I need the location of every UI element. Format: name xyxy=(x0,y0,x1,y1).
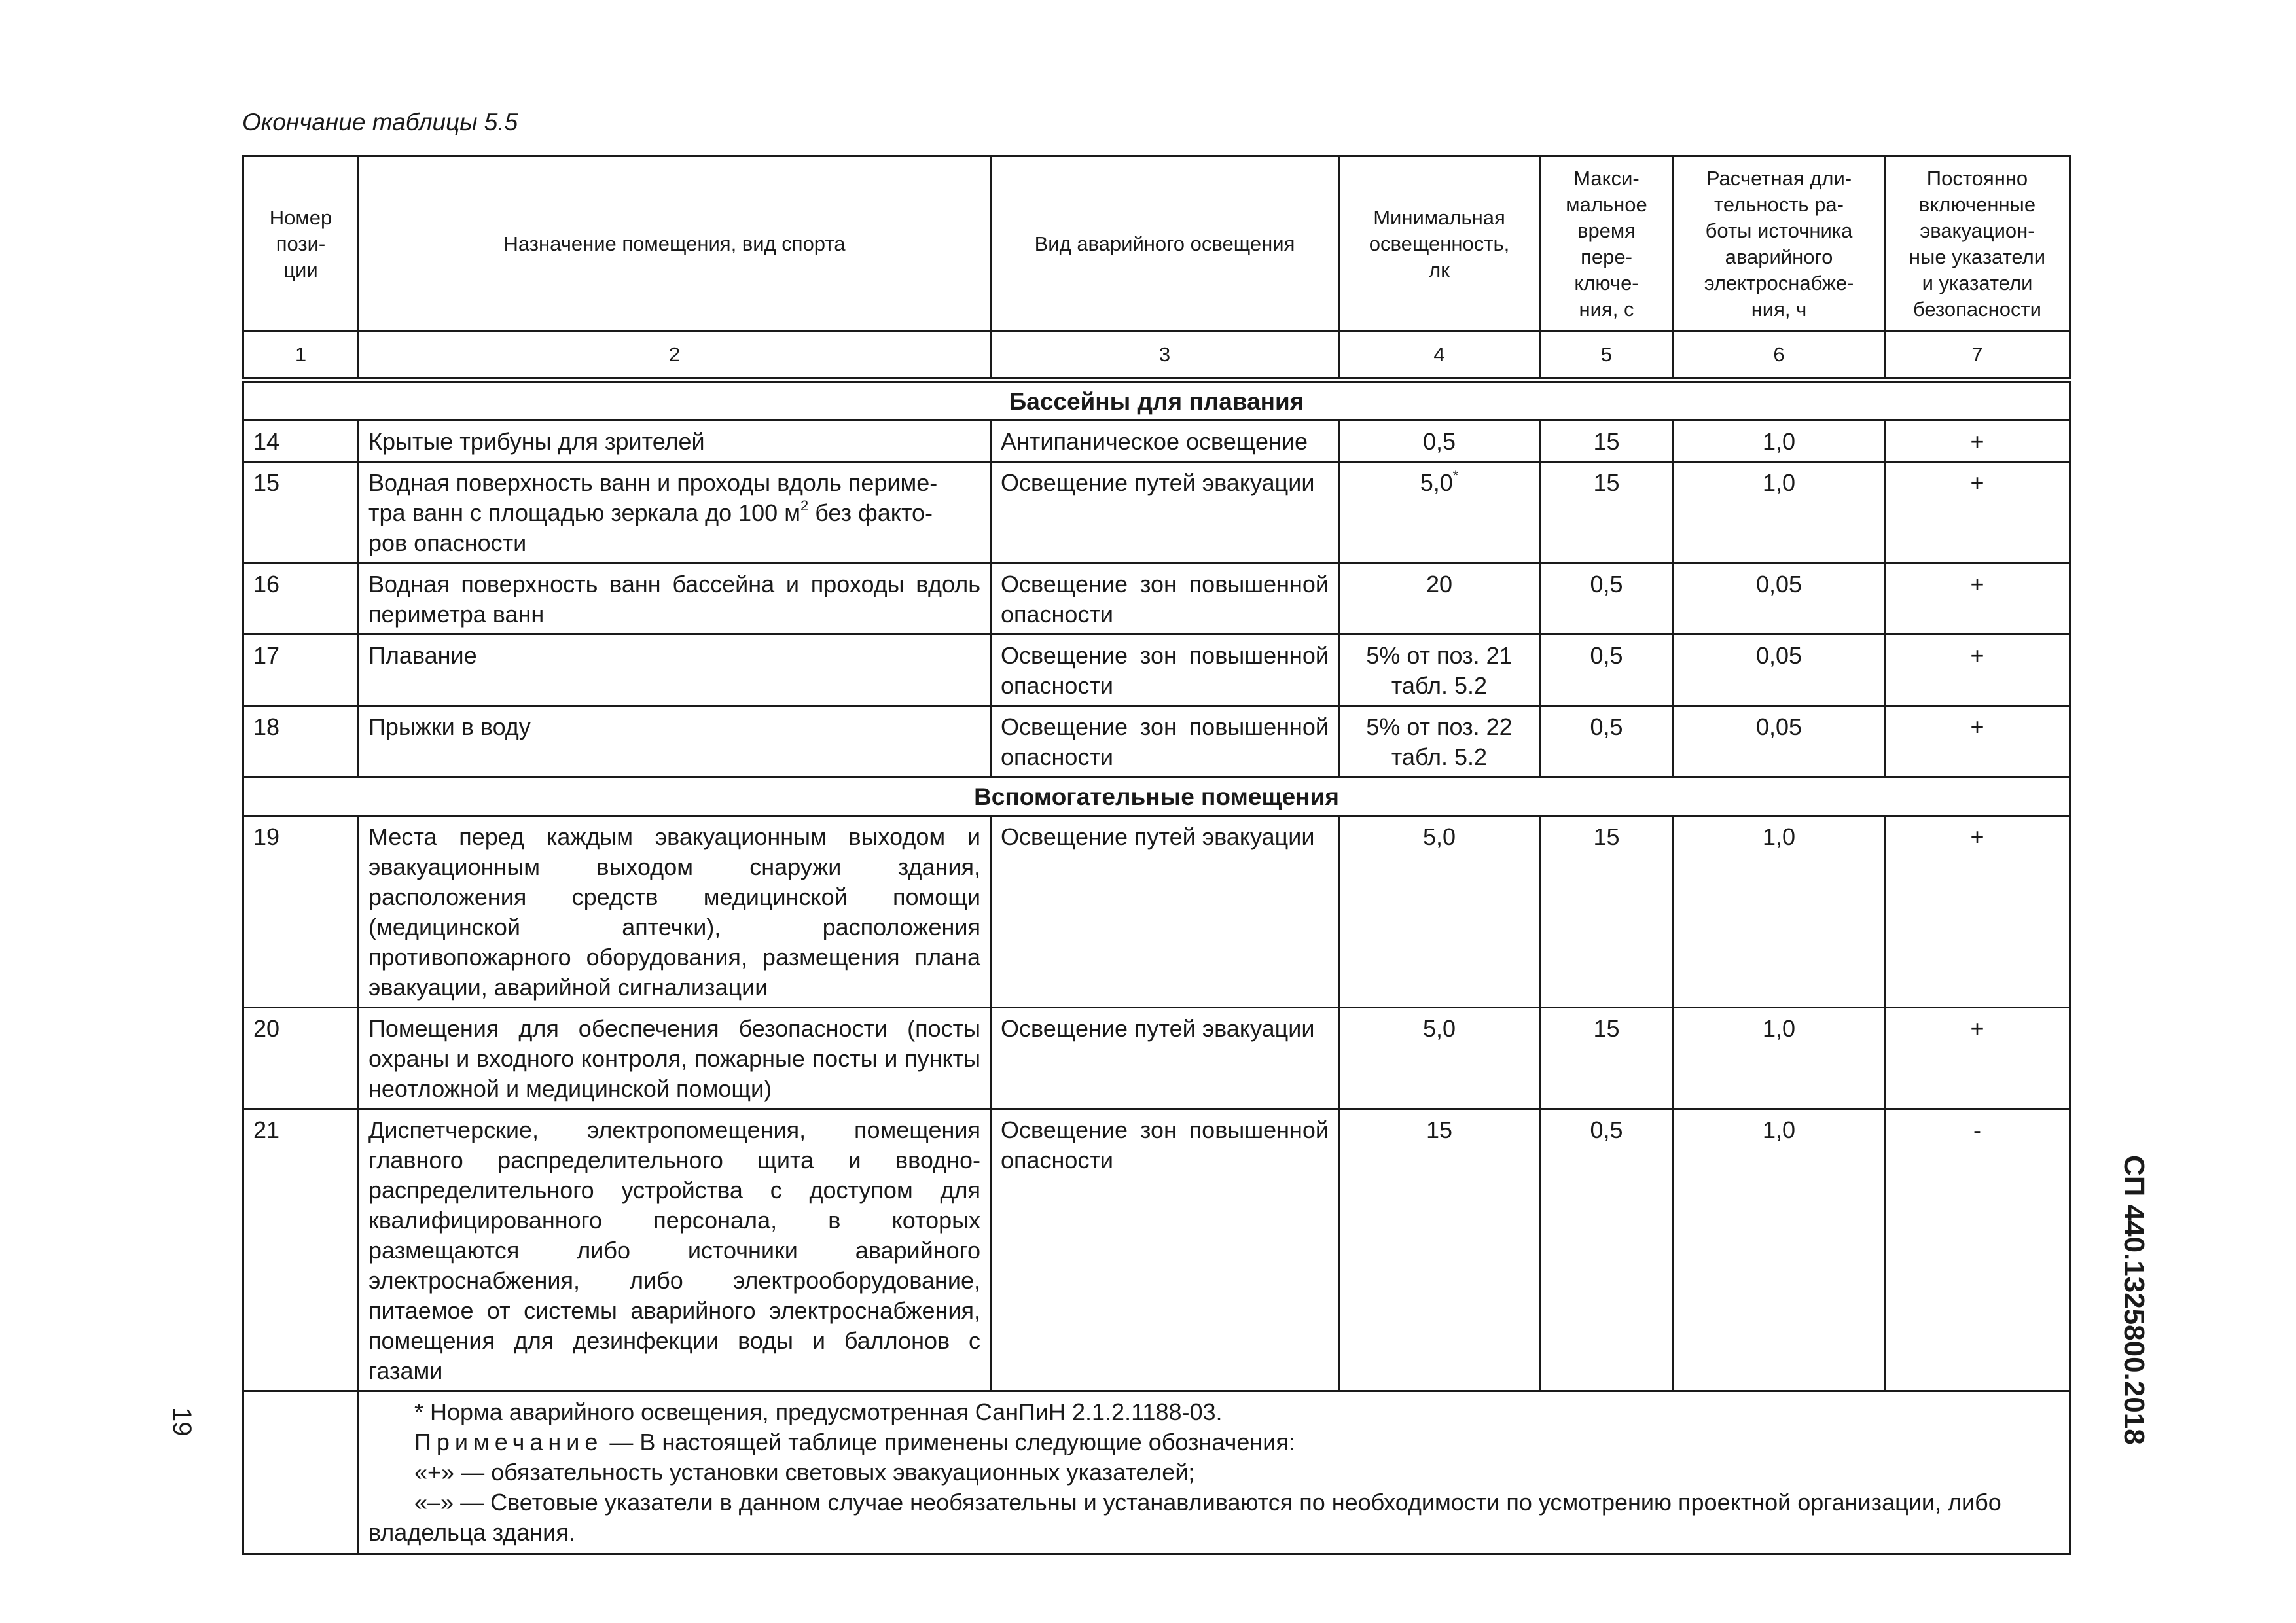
row-number: 14 xyxy=(243,421,359,462)
column-number: 3 xyxy=(991,332,1339,380)
row-switch-time: 15 xyxy=(1540,1008,1674,1109)
row-illuminance: 15 xyxy=(1339,1109,1540,1391)
header-evacuation-signs: Постоянно включенные эвакуацион- ные указатели и указатели безопасности xyxy=(1885,156,2070,332)
row-duration: 1,0 xyxy=(1674,462,1885,563)
notes-empty-cell xyxy=(243,1391,359,1554)
header-switch-time: Макси- мальное время пере- ключе- ния, с xyxy=(1540,156,1674,332)
row-purpose: Диспетчерские, электропомещения, помещения главного распределительного щита и вводно-распределительного устройства с доступом для квалифицированного персонала, в которых размещаются либо источники аварийного электроснабжения, либо электрооборудование, питаемое от системы аварийного электроснабжения, помещения для дезинфекции воды и баллонов с газами xyxy=(359,1109,991,1391)
row-purpose: Места перед каждым эвакуационным выходом и эвакуационным выходом снаружи здания, расположения средств медицинской помощи (медицинской аптечки), расположения противопожарного оборудования, размещения плана эвакуации, аварийной сигнализации xyxy=(359,816,991,1008)
column-numbers-row xyxy=(243,332,2070,380)
row-signs: + xyxy=(1885,635,2070,706)
row-illuminance: 5% от поз. 21 табл. 5.2 xyxy=(1339,635,1540,706)
footnote: * Норма аварийного освещения, предусмотренная СанПиН 2.1.2.1188-03. xyxy=(414,1399,1223,1425)
header-room-purpose: Назначение помещения, вид спорта xyxy=(359,156,991,332)
column-number: 5 xyxy=(1540,332,1674,380)
row-duration: 0,05 xyxy=(1674,635,1885,706)
section-title-auxiliary: Вспомогательные помещения xyxy=(243,777,2070,816)
row-purpose: Помещения для обеспечения безопасности (посты охраны и входного контроля, пожарные посты и пункты неотложной и медицинской помощи) xyxy=(359,1008,991,1109)
row-purpose: Плавание xyxy=(359,635,991,706)
row-purpose: Водная поверхность ванн бассейна и проходы вдоль периметра ванн xyxy=(359,563,991,635)
document-code: СП 440.1325800.2018 xyxy=(2118,1155,2150,1445)
row-switch-time: 0,5 xyxy=(1540,635,1674,706)
caption: Окончание таблицы 5.5 xyxy=(242,109,518,135)
row-signs: + xyxy=(1885,816,2070,1008)
row-lighting-type: Антипаническое освещение xyxy=(991,421,1339,462)
row-number: 19 xyxy=(243,816,359,1008)
row-lighting-type: Освещение зон повышенной опасности xyxy=(991,706,1339,777)
row-illuminance: 5% от поз. 22 табл. 5.2 xyxy=(1339,706,1540,777)
note-plus-line: «+» — обязательность установки световых эвакуационных указателей; xyxy=(414,1459,1195,1486)
row-signs: + xyxy=(1885,1008,2070,1109)
row-switch-time: 15 xyxy=(1540,421,1674,462)
page-number: 19 xyxy=(168,1407,196,1436)
row-duration: 1,0 xyxy=(1674,421,1885,462)
row-duration: 1,0 xyxy=(1674,1008,1885,1109)
row-lighting-type: Освещение зон повышенной опасности xyxy=(991,635,1339,706)
row-switch-time: 0,5 xyxy=(1540,706,1674,777)
row-duration: 1,0 xyxy=(1674,1109,1885,1391)
emergency-lighting-table xyxy=(242,155,2071,1555)
note-heading: Примечание — В настоящей таблице применены следующие обозначения: xyxy=(414,1429,1295,1455)
table-row xyxy=(243,1109,2070,1391)
row-number: 16 xyxy=(243,563,359,635)
row-lighting-type: Освещение зон повышенной опасности xyxy=(991,1109,1339,1391)
header-lighting-type: Вид аварийного освещения xyxy=(991,156,1339,332)
table-row xyxy=(243,563,2070,635)
row-lighting-type: Освещение зон повышенной опасности xyxy=(991,563,1339,635)
row-switch-time: 15 xyxy=(1540,462,1674,563)
notes-row xyxy=(243,1391,2070,1554)
table-row xyxy=(243,1008,2070,1109)
row-signs: + xyxy=(1885,706,2070,777)
row-duration: 0,05 xyxy=(1674,563,1885,635)
section-row xyxy=(243,380,2070,421)
section-title-pools: Бассейны для плавания xyxy=(243,380,2070,421)
row-number: 21 xyxy=(243,1109,359,1391)
column-number: 6 xyxy=(1674,332,1885,380)
row-signs: + xyxy=(1885,421,2070,462)
row-switch-time: 0,5 xyxy=(1540,1109,1674,1391)
table-row xyxy=(243,635,2070,706)
table-row xyxy=(243,816,2070,1008)
header-source-duration: Расчетная дли- тельность ра- боты источника аварийного электроснабже- ния, ч xyxy=(1674,156,1885,332)
row-number: 17 xyxy=(243,635,359,706)
row-lighting-type: Освещение путей эвакуации xyxy=(991,816,1339,1008)
row-illuminance: 5,0 xyxy=(1339,816,1540,1008)
row-purpose: Водная поверхность ванн и проходы вдоль периме- тра ванн с площадью зеркала до 100 $м^2$ без факто- ров опасности xyxy=(359,462,991,563)
row-illuminance: 20 xyxy=(1339,563,1540,635)
row-lighting-type: Освещение путей эвакуации xyxy=(991,462,1339,563)
row-duration: 1,0 xyxy=(1674,816,1885,1008)
header-min-illuminance: Минимальная освещенность, лк xyxy=(1339,156,1540,332)
row-number: 18 xyxy=(243,706,359,777)
row-switch-time: 0,5 xyxy=(1540,563,1674,635)
row-duration: 0,05 xyxy=(1674,706,1885,777)
row-signs: - xyxy=(1885,1109,2070,1391)
row-purpose: Прыжки в воду xyxy=(359,706,991,777)
table-header-row xyxy=(243,156,2070,332)
note-minus-line: «–» — Световые указатели в данном случае необязательны и устанавливаются по необходимости по усмотрению проектной организации, либо xyxy=(414,1489,2001,1516)
header-position-number: Номер пози- ции xyxy=(243,156,359,332)
row-illuminance: 0,5 xyxy=(1339,421,1540,462)
row-lighting-type: Освещение путей эвакуации xyxy=(991,1008,1339,1109)
row-illuminance: 5,0* xyxy=(1339,462,1540,563)
row-number: 20 xyxy=(243,1008,359,1109)
section-row xyxy=(243,777,2070,816)
row-number: 15 xyxy=(243,462,359,563)
column-number: 7 xyxy=(1885,332,2070,380)
row-purpose: Крытые трибуны для зрителей xyxy=(359,421,991,462)
note-minus-line-end: владельца здания. xyxy=(368,1519,575,1546)
column-number: 2 xyxy=(359,332,991,380)
notes-cell xyxy=(359,1391,2070,1554)
column-number: 4 xyxy=(1339,332,1540,380)
column-number: 1 xyxy=(243,332,359,380)
table-row xyxy=(243,462,2070,563)
row-signs: + xyxy=(1885,462,2070,563)
row-illuminance: 5,0 xyxy=(1339,1008,1540,1109)
table-row xyxy=(243,421,2070,462)
table-row xyxy=(243,706,2070,777)
row-switch-time: 15 xyxy=(1540,816,1674,1008)
row-signs: + xyxy=(1885,563,2070,635)
